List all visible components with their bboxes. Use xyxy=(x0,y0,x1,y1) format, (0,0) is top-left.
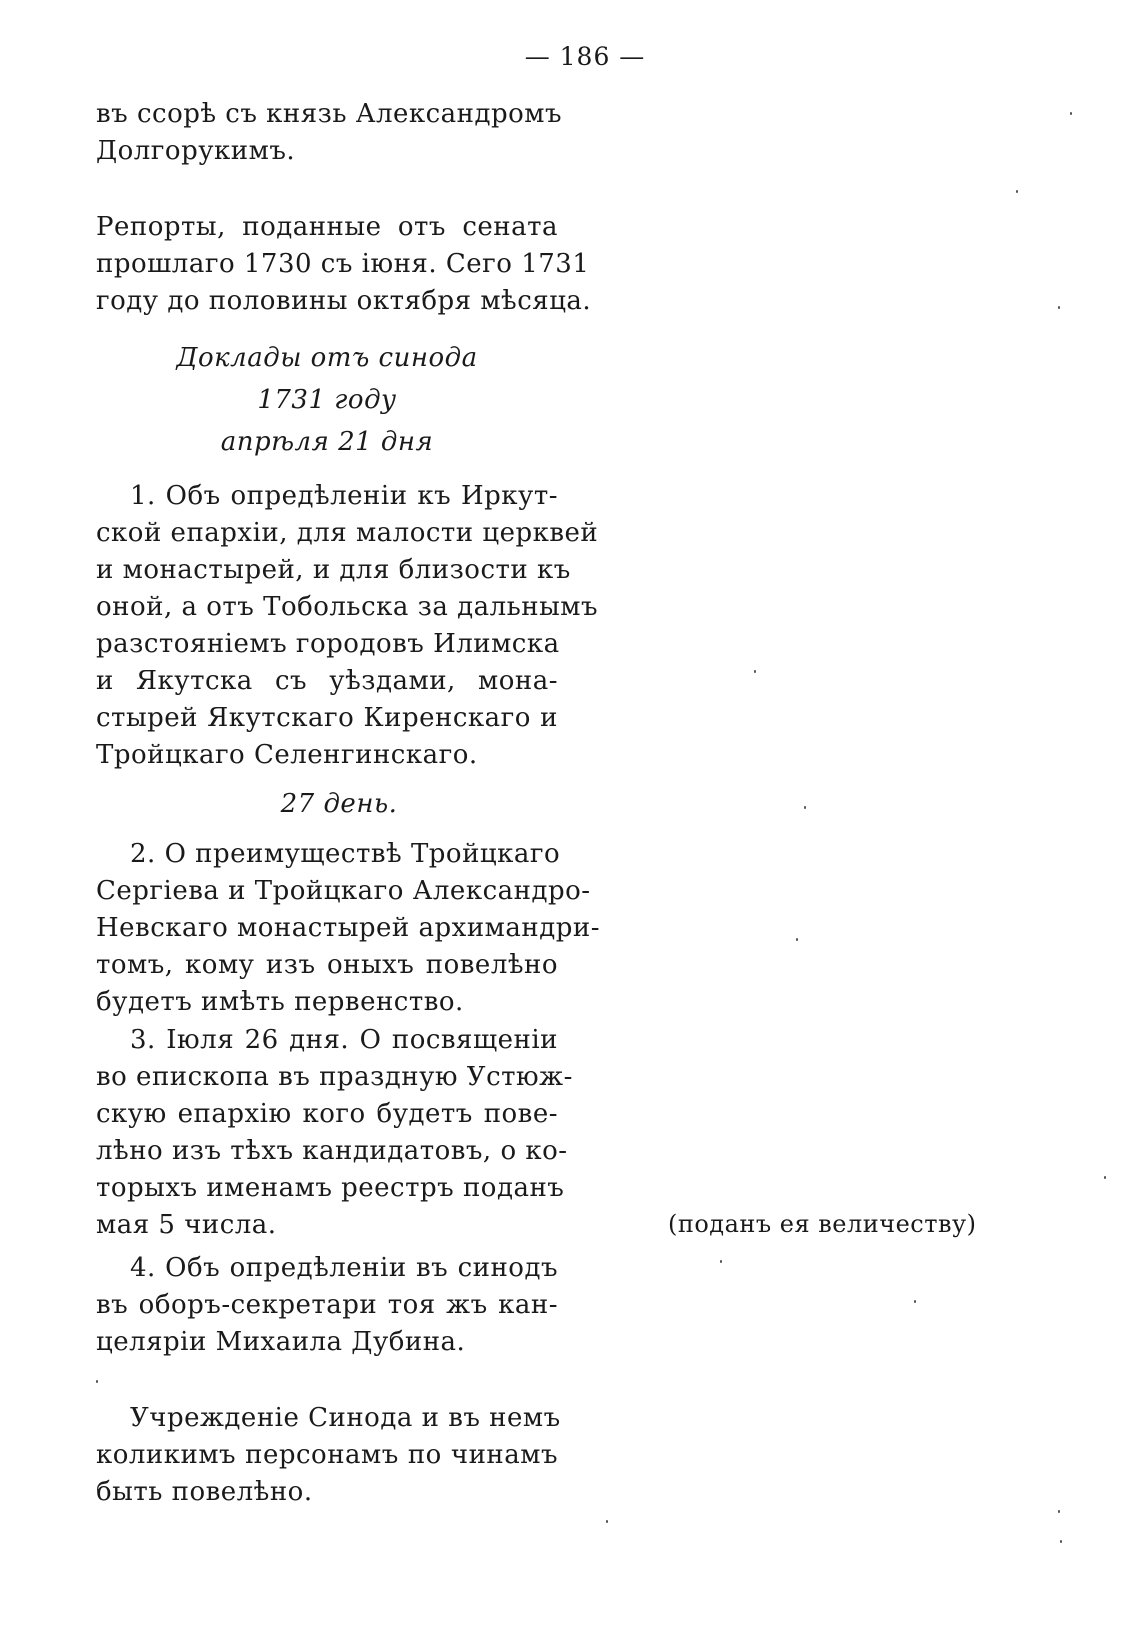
text-line: Репорты, поданные отъ сената xyxy=(96,212,558,242)
scan-speck xyxy=(1058,306,1060,309)
text-line: Тройцкаго Селенгинскаго. xyxy=(96,740,478,770)
text-line: разстояніемъ городовъ Илимска xyxy=(96,629,560,659)
margin-note: (поданъ ея величеству) xyxy=(668,1210,977,1238)
scan-speck xyxy=(804,806,806,809)
text-line: томъ, кому изъ оныхъ повелѣно xyxy=(96,950,558,980)
page-number: — 186 — xyxy=(524,42,646,71)
text-line: оной, а отъ Тобольска за дальнымъ xyxy=(96,592,599,622)
scan-speck xyxy=(720,1260,722,1263)
text-line: 1. Объ опредѣленіи къ Иркут- xyxy=(130,481,558,511)
heading-line: Доклады отъ синода xyxy=(176,343,478,373)
scan-speck xyxy=(96,1380,98,1383)
text-line: целяріи Михаила Дубина. xyxy=(96,1327,466,1357)
text-line: Невскаго монастырей архимандри- xyxy=(96,913,600,943)
scan-speck xyxy=(754,670,756,673)
heading-line: апрѣля 21 дня xyxy=(220,427,434,457)
scan-speck xyxy=(1104,1176,1106,1179)
scan-speck xyxy=(1070,112,1072,115)
list-item xyxy=(96,1250,558,1361)
scan-speck xyxy=(1058,1510,1060,1513)
scan-speck xyxy=(1060,1540,1062,1543)
text-line: прошлаго 1730 съ іюня. Сего 1731 xyxy=(96,249,590,279)
text-line: лѣно изъ тѣхъ кандидатовъ, о ко- xyxy=(96,1136,568,1166)
date-heading xyxy=(96,786,558,823)
text-line: въ ссорѣ съ князь Александромъ xyxy=(96,99,563,129)
scan-speck xyxy=(1016,190,1018,193)
paragraph-synod-establishment xyxy=(96,1400,561,1511)
text-line: во епископа въ праздную Устюж- xyxy=(96,1062,573,1092)
text-line: 3. Іюля 26 дня. О посвященіи xyxy=(130,1025,558,1055)
text-line: торыхъ именамъ реестръ поданъ xyxy=(96,1173,565,1203)
text-line: ской епархіи, для малости церквей xyxy=(96,518,599,548)
scan-speck xyxy=(606,1520,608,1523)
scan-speck xyxy=(796,938,798,941)
text-line: скую епархію кого будетъ пове- xyxy=(96,1099,558,1129)
list-item xyxy=(96,1022,573,1244)
heading-line: 27 день. xyxy=(280,789,398,819)
text-line: году до половины октября мѣсяца. xyxy=(96,286,592,316)
list-item xyxy=(96,478,599,774)
text-line: мая 5 числа. xyxy=(96,1210,277,1240)
paragraph-reports xyxy=(96,209,592,320)
text-line: стырей Якутскаго Киренскаго и xyxy=(96,703,558,733)
text-line: Долгорукимъ. xyxy=(96,136,296,166)
text-line: 4. Объ опредѣленіи въ синодъ xyxy=(130,1253,558,1283)
text-line: будетъ имѣть первенство. xyxy=(96,987,464,1017)
paragraph-continuation xyxy=(96,96,563,170)
scan-speck xyxy=(914,1300,916,1303)
list-item xyxy=(96,836,600,1021)
text-line: въ оборъ-секретари тоя жъ кан- xyxy=(96,1290,558,1320)
text-line: и монастырей, и для близости къ xyxy=(96,555,571,585)
text-line: Учрежденіе Синода и въ немъ xyxy=(130,1403,561,1433)
text-line: и Якутска съ уѣздами, мона- xyxy=(96,666,558,696)
section-heading xyxy=(96,337,558,463)
text-line: быть повелѣно. xyxy=(96,1477,313,1507)
heading-line: 1731 году xyxy=(257,385,397,415)
text-line: 2. О преимуществѣ Тройцкаго xyxy=(130,839,561,869)
text-line: коликимъ персонамъ по чинамъ xyxy=(96,1440,558,1470)
text-line: Сергіева и Тройцкаго Александро- xyxy=(96,876,591,906)
